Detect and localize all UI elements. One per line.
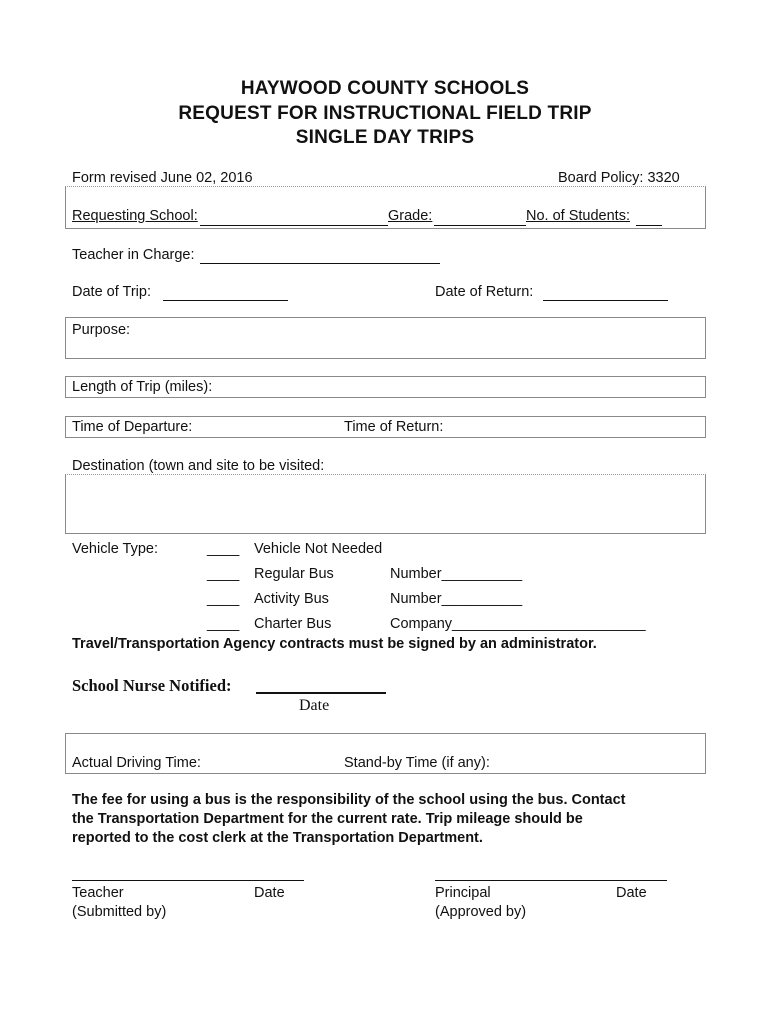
date-of-return-label: Date of Return: [435, 284, 534, 300]
form-title-line3: SINGLE DAY TRIPS [295, 127, 475, 148]
school-nurse-label: School Nurse Notified: [72, 676, 232, 695]
fee-note-line3: reported to the cost clerk at the Transportation Department. [72, 830, 483, 846]
charter-bus-label: Charter Bus [254, 616, 332, 632]
time-of-departure-label: Time of Departure: [72, 419, 193, 435]
length-of-trip-label: Length of Trip (miles): [72, 379, 213, 395]
principal-approved-by: (Approved by) [435, 904, 527, 920]
no-students-line[interactable] [636, 225, 662, 226]
school-nurse-date-line[interactable] [256, 692, 386, 694]
teacher-submitted-by: (Submitted by) [72, 904, 167, 920]
purpose-label: Purpose: [72, 322, 131, 338]
time-of-return-label: Time of Return: [344, 419, 444, 435]
date-of-trip-line[interactable] [163, 300, 288, 301]
charter-bus-company[interactable]: Company________________________ [390, 616, 646, 632]
teacher-signature-line[interactable] [72, 880, 304, 881]
date-of-return-line[interactable] [543, 300, 668, 301]
fee-note-line2: the Transportation Department for the current rate. Trip mileage should be [72, 811, 583, 827]
principal-date-label: Date [616, 885, 647, 901]
activity-bus-label: Activity Bus [254, 591, 329, 607]
requesting-school-line[interactable] [200, 225, 388, 226]
standby-time-label: Stand-by Time (if any): [344, 755, 490, 771]
principal-label: Principal [435, 885, 491, 901]
regular-bus-number[interactable]: Number__________ [390, 566, 523, 582]
form-title-line1: HAYWOOD COUNTY SCHOOLS [240, 78, 530, 99]
form-title-line2: REQUEST FOR INSTRUCTIONAL FIELD TRIP [178, 103, 592, 124]
activity-bus-blank[interactable]: ____ [207, 591, 240, 607]
regular-bus-blank[interactable]: ____ [207, 566, 240, 582]
fee-note-line1: The fee for using a bus is the responsibility of the school using the bus. Contact [72, 792, 626, 808]
teacher-label: Teacher [72, 885, 124, 901]
form-revised-text: Form revised June 02, 2016 [72, 170, 253, 186]
actual-driving-time-label: Actual Driving Time: [72, 755, 201, 771]
date-of-trip-label: Date of Trip: [72, 284, 151, 300]
destination-box[interactable] [65, 474, 706, 534]
board-policy-text: Board Policy: 3320 [558, 170, 680, 186]
no-students-label: No. of Students: [526, 208, 630, 224]
grade-label: Grade: [388, 208, 433, 224]
teacher-date-label: Date [254, 885, 285, 901]
vehicle-not-needed-label: Vehicle Not Needed [254, 541, 383, 557]
requesting-school-label: Requesting School: [72, 208, 198, 224]
school-nurse-date-label: Date [299, 697, 330, 714]
charter-bus-blank[interactable]: ____ [207, 616, 240, 632]
activity-bus-number[interactable]: Number__________ [390, 591, 523, 607]
purpose-box[interactable] [65, 317, 706, 359]
contract-note: Travel/Transportation Agency contracts must be signed by an administrator. [72, 636, 597, 652]
teacher-in-charge-label: Teacher in Charge: [72, 247, 195, 263]
principal-signature-line[interactable] [435, 880, 667, 881]
regular-bus-label: Regular Bus [254, 566, 334, 582]
grade-line[interactable] [434, 225, 526, 226]
vehicle-type-label: Vehicle Type: [72, 541, 158, 557]
vehicle-not-needed-blank[interactable]: ____ [207, 541, 240, 557]
teacher-in-charge-line[interactable] [200, 263, 440, 264]
destination-label: Destination (town and site to be visited: [72, 458, 325, 474]
